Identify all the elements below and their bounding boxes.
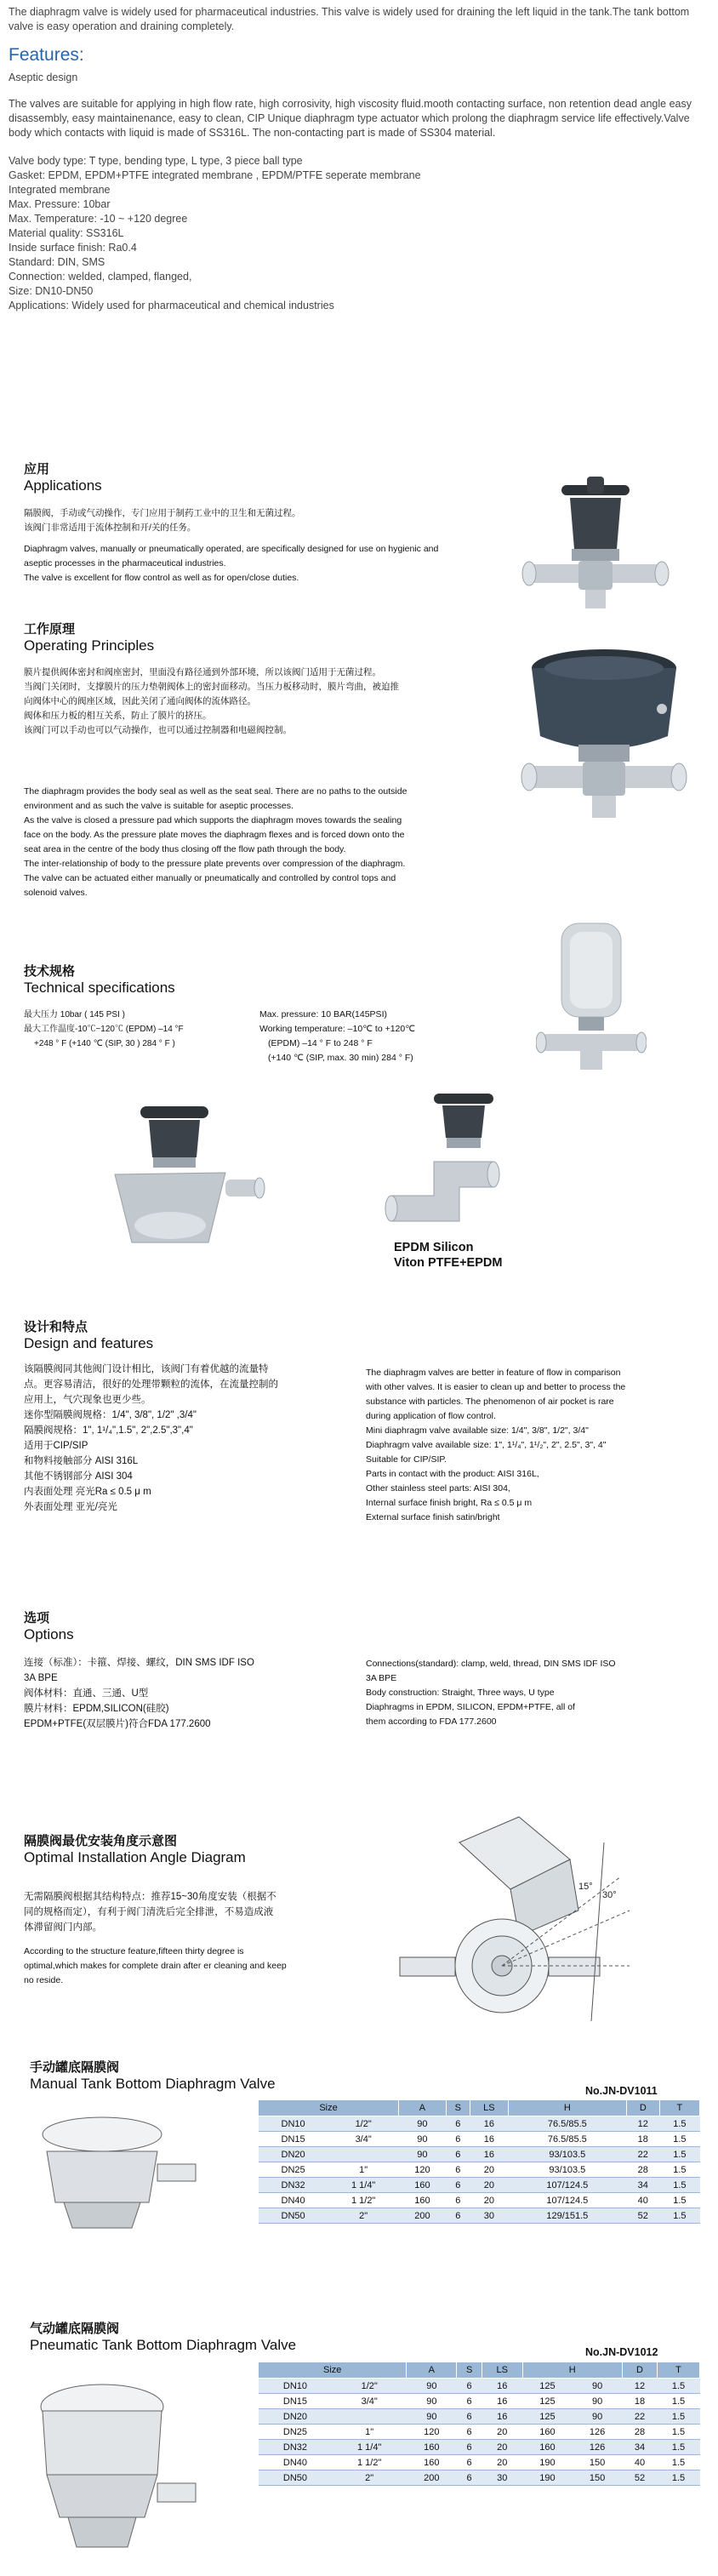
operating-cn-text: [24, 665, 483, 738]
text-line: 隔膜阀，手动或气动操作，专门应用于制药工业中的卫生和无菌过程。: [24, 508, 301, 518]
cell: 90: [573, 2394, 623, 2409]
text-line: +248 ° F (+140 ℃ (SIP, 30 ) 284 ° F ): [34, 1039, 175, 1048]
table-row: [259, 2409, 700, 2425]
text-line: substance with particles. The phenomenon of air pocket is rare: [366, 1397, 614, 1407]
text-line: As the valve is closed a pressure pad which supports the diaphragm moves towards the sealing: [24, 815, 402, 825]
text-line: 膜片提供阀体密封和阀座密封，里面没有路径通到外部环境，所以该阀门适用于无菌过程。: [24, 667, 381, 677]
cell: 90: [399, 2147, 447, 2162]
text-line: Connections(standard): clamp, weld, thread, DIN SMS IDF ISO: [366, 1659, 616, 1669]
cell: DN20: [259, 2147, 328, 2162]
text-line: 无需隔膜阀根据其结构特点：推荐15~30角度安装（根据不: [24, 1892, 276, 1902]
cell: 1": [328, 2162, 399, 2178]
text-line: Diaphragm valves, manually or pneumatically operated, are specifically designed for use on hygienic and aseptic processes in the pharmaceutical industries.: [24, 544, 439, 568]
cell: DN10: [259, 2116, 328, 2132]
cell: DN10: [259, 2379, 333, 2394]
section-title-en: Options: [24, 1626, 74, 1642]
cell: 6: [446, 2162, 470, 2178]
cell: 90: [407, 2409, 457, 2425]
spec-item: Material quality: SS316L: [9, 227, 124, 239]
cell: 1.5: [659, 2193, 699, 2208]
angle-label: 15°: [578, 1882, 593, 1892]
cell: DN15: [259, 2132, 328, 2147]
col-h: H: [522, 2362, 622, 2379]
material-caption: [394, 1240, 502, 1271]
cell: 30: [470, 2208, 508, 2224]
text-line: Parts in contact with the product: AISI 316L,: [366, 1469, 539, 1479]
aseptic-text: Aseptic design: [9, 71, 78, 83]
col-size: Size: [259, 2100, 399, 2116]
section-title-cn: 隔膜阀最优安装角度示意图: [24, 1834, 178, 1848]
caption-line: EPDM Silicon: [394, 1241, 474, 1254]
cell: 18: [626, 2132, 659, 2147]
text-line: optimal,which makes for complete drain after er cleaning and keep: [24, 1961, 287, 1971]
text-line: EPDM+PTFE(双层膜片)符合FDA 177.2600: [24, 1719, 211, 1729]
cell: 76.5/85.5: [508, 2116, 626, 2132]
text-line: Max. pressure: 10 BAR(145PSI): [259, 1009, 387, 1020]
text-line: 内表面处理 亮光Ra ≤ 0.5 μ m: [24, 1487, 151, 1497]
cell: 20: [470, 2162, 508, 2178]
table-row: [259, 2470, 700, 2486]
cell: 16: [470, 2116, 508, 2132]
manual-heading: [30, 2058, 276, 2093]
text-line: 阀体和压力板的相互关系，防止了膜片的挤压。: [24, 711, 212, 721]
manual-valve-image: [510, 472, 681, 617]
text-line: 阀体材料：直通、三通、U型: [24, 1688, 149, 1699]
col-s: S: [446, 2100, 470, 2116]
cell: 16: [470, 2147, 508, 2162]
cell: DN32: [259, 2178, 328, 2193]
options-heading: [24, 1608, 74, 1643]
technical-en: [259, 1008, 515, 1065]
cell: 1 1/4": [328, 2178, 399, 2193]
cell: 1.5: [658, 2440, 700, 2455]
design-en: [366, 1366, 706, 1525]
spec-item: Valve body type: T type, bending type, L type, 3 piece ball type: [9, 155, 303, 167]
cell: 34: [622, 2440, 657, 2455]
cell: 20: [482, 2440, 523, 2455]
table-header-row: [259, 2362, 700, 2379]
design-heading: [24, 1317, 153, 1352]
cell: DN15: [259, 2394, 333, 2409]
cell: 40: [622, 2455, 657, 2470]
cell: 12: [622, 2379, 657, 2394]
tank-valve-image: [106, 1098, 268, 1251]
cell: 16: [482, 2379, 523, 2394]
text-line: during application of flow control.: [366, 1411, 496, 1421]
cell: 12: [626, 2116, 659, 2132]
install-en: [24, 1945, 347, 1988]
cell: 20: [470, 2193, 508, 2208]
cell: 6: [457, 2425, 482, 2440]
text-line: Internal surface finish bright, Ra ≤ 0.5 μ m: [366, 1498, 533, 1508]
section-title-cn: 手动罐底隔膜阀: [30, 2060, 120, 2075]
install-angle-diagram: [374, 1808, 655, 2038]
text-line: seat area in the centre of the body thus closing off the flow path through the body.: [24, 844, 346, 854]
cell: 93/103.5: [508, 2147, 626, 2162]
table-row: [259, 2394, 700, 2409]
text-line: 当阀门关闭时，支撑膜片的压力垫朝阀体上的密封面移动。当压力板移动时，膜片弯曲，被迫推: [24, 682, 399, 692]
cell: 126: [573, 2440, 623, 2455]
cell: 160: [399, 2178, 447, 2193]
text-line: 膜片材料：EPDM,SILICON(硅胶): [24, 1704, 169, 1714]
col-d: D: [622, 2362, 657, 2379]
cell: 20: [482, 2455, 523, 2470]
cell: 28: [626, 2162, 659, 2178]
text-line: 应用上，气穴现象也更少些。: [24, 1395, 151, 1405]
cell: DN50: [259, 2208, 328, 2224]
cell: 90: [573, 2379, 623, 2394]
text-line: 该阀门可以手动也可以气动操作，也可以通过控制器和电磁阀控制。: [24, 725, 292, 735]
cell: 160: [407, 2455, 457, 2470]
text-line: no reside.: [24, 1975, 64, 1985]
text-line: 3A BPE: [366, 1673, 397, 1683]
cell: 22: [626, 2147, 659, 2162]
cell: DN32: [259, 2440, 333, 2455]
technical-heading: [24, 962, 175, 997]
section-title-cn: 工作原理: [24, 622, 76, 637]
cell: 16: [482, 2409, 523, 2425]
text-line: them according to FDA 177.2600: [366, 1716, 497, 1727]
text-line: 最大工作温度-10℃~120℃ (EPDM) –14 °F: [24, 1025, 184, 1034]
text-line: 隔膜阀规格：1", 1¹/₄",1.5", 2",2.5",3",4": [24, 1425, 193, 1436]
cell: 93/103.5: [508, 2162, 626, 2178]
cell: 90: [399, 2132, 447, 2147]
table-row: [259, 2193, 700, 2208]
cell: 20: [482, 2425, 523, 2440]
cell: 52: [626, 2208, 659, 2224]
cell: 1.5: [659, 2178, 699, 2193]
col-size: Size: [259, 2362, 407, 2379]
cell: 1": [332, 2425, 407, 2440]
cell: 6: [457, 2379, 482, 2394]
cell: 20: [470, 2178, 508, 2193]
cell: 150: [573, 2470, 623, 2486]
cell: 190: [522, 2470, 573, 2486]
text-line: (EPDM) –14 ° F to 248 ° F: [268, 1038, 373, 1048]
section-title-en: Applications: [24, 477, 102, 494]
cell: 28: [622, 2425, 657, 2440]
text-line: 最大压力 10bar ( 145 PSI ): [24, 1010, 125, 1020]
text-line: 外表面处理 亚光/亮光: [24, 1502, 117, 1512]
table-row: [259, 2440, 700, 2455]
table-row: [259, 2162, 700, 2178]
cell: [332, 2409, 407, 2425]
angle-label: 30°: [602, 1890, 617, 1900]
spec-item: Integrated membrane: [9, 184, 111, 196]
section-title-en: Manual Tank Bottom Diaphragm Valve: [30, 2076, 276, 2092]
cell: 1.5: [659, 2162, 699, 2178]
text-line: 迷你型隔膜阀规格：1/4", 3/8", 1/2" ,3/4": [24, 1410, 197, 1420]
features-paragraph: The valves are suitable for applying in high flow rate, high corrosivity, high viscosity fluid.mooth contacting surface, non retention dead angle easy disassembly, easy maintainenance, easy to clean, CIP Unique diaphragm type actuator which prolong the diaphragm service life effectively.Valve body which contacts with liquid is made of SS316L. The non-contacting part is made of SS304 material.: [9, 98, 692, 139]
table-row: [259, 2178, 700, 2193]
cell: 1.5: [658, 2379, 700, 2394]
cell: 1.5: [659, 2132, 699, 2147]
cell: 6: [446, 2132, 470, 2147]
section-title-cn: 技术规格: [24, 964, 76, 979]
spec-item: Gasket: EPDM, EPDM+PTFE integrated membrane , EPDM/PTFE seperate membrane: [9, 169, 421, 181]
cell: 120: [399, 2162, 447, 2178]
section-title-cn: 气动罐底隔膜阀: [30, 2322, 120, 2336]
text-line: 适用于CIP/SIP: [24, 1441, 88, 1451]
pneumatic-spec-table: [258, 2362, 700, 2486]
options-cn: [24, 1655, 364, 1732]
cell: 30: [482, 2470, 523, 2486]
text-line: with other valves. It is easier to clean up and better to process the: [366, 1382, 626, 1392]
cell: DN25: [259, 2162, 328, 2178]
install-cn: [24, 1889, 347, 1935]
cell: 16: [482, 2394, 523, 2409]
pneumatic-model-number: No.JN-DV1012: [585, 2346, 658, 2358]
section-title-cn: 应用: [24, 462, 50, 477]
cell: 126: [573, 2425, 623, 2440]
cell: DN40: [259, 2193, 328, 2208]
text-line: The inter-relationship of body to the pressure plate prevents over compression of the diaphragm.: [24, 859, 406, 869]
cell: [328, 2147, 399, 2162]
cell: 190: [522, 2455, 573, 2470]
cell: 1.5: [658, 2409, 700, 2425]
table-header-row: [259, 2100, 700, 2116]
cell: 1/2": [332, 2379, 407, 2394]
table-row: [259, 2116, 700, 2132]
cell: 16: [470, 2132, 508, 2147]
features-title: Features:: [9, 45, 84, 65]
design-cn: [24, 1362, 364, 1515]
cell: 125: [522, 2379, 573, 2394]
text-line: 该隔膜阀同其他阀门设计相比，该阀门有着优越的流量特: [24, 1364, 269, 1374]
cell: 90: [407, 2394, 457, 2409]
spec-list: [9, 154, 708, 313]
text-line: Suitable for CIP/SIP.: [366, 1454, 447, 1465]
section-title-en: Operating Principles: [24, 637, 155, 654]
cell: 150: [573, 2455, 623, 2470]
text-line: 点。更容易清洁，很好的处理带颗粒的流体，在流量控制的: [24, 1379, 278, 1390]
cell: 6: [446, 2208, 470, 2224]
cell: 125: [522, 2394, 573, 2409]
text-line: 同的规格而定），有利于阀门清洗后完全排泄，不易造成液: [24, 1907, 274, 1917]
section-title-cn: 选项: [24, 1611, 50, 1625]
applications-text: [24, 506, 466, 585]
intro-section: [9, 5, 708, 313]
text-line: 和物料接触部分 AISI 316L: [24, 1456, 139, 1466]
manual-tank-valve-drawing: [30, 2100, 225, 2236]
text-line: Diaphragm valve available size: 1", 1¹/₄", 1¹/₂", 2", 2.5", 3", 4": [366, 1440, 607, 1450]
text-line: solenoid valves.: [24, 888, 88, 898]
pneumatic-tank-valve-drawing: [30, 2364, 225, 2560]
col-ls: LS: [470, 2100, 508, 2116]
cell: 6: [446, 2116, 470, 2132]
cell: 1.5: [658, 2470, 700, 2486]
table-row: [259, 2379, 700, 2394]
spec-item: Connection: welded, clamped, flanged,: [9, 271, 192, 283]
table-row: [259, 2208, 700, 2224]
cell: 6: [446, 2178, 470, 2193]
text-line: Working temperature: –10℃ to +120℃: [259, 1024, 416, 1034]
cell: 107/124.5: [508, 2178, 626, 2193]
spec-item: Applications: Widely used for pharmaceutical and chemical industries: [9, 300, 334, 311]
spec-item: Standard: DIN, SMS: [9, 256, 105, 268]
cell: 6: [446, 2147, 470, 2162]
elbow-valve-image: [374, 1085, 544, 1230]
cell: 3/4": [328, 2132, 399, 2147]
cell: 1.5: [658, 2425, 700, 2440]
technical-cn: [24, 1008, 245, 1051]
col-ls: LS: [482, 2362, 523, 2379]
cell: DN50: [259, 2470, 333, 2486]
table-row: [259, 2425, 700, 2440]
col-s: S: [457, 2362, 482, 2379]
cell: 160: [399, 2193, 447, 2208]
col-a: A: [399, 2100, 447, 2116]
cell: 6: [457, 2440, 482, 2455]
spec-item: Max. Pressure: 10bar: [9, 198, 111, 210]
text-line: (+140 ℃ (SIP, max. 30 min) 284 ° F): [268, 1053, 413, 1063]
text-line: The diaphragm valves are better in feature of flow in comparison: [366, 1368, 621, 1378]
text-line: Diaphragms in EPDM, SILICON, EPDM+PTFE, all of: [366, 1702, 575, 1712]
cell: 2": [328, 2208, 399, 2224]
operating-heading: [24, 620, 154, 654]
pneumatic-valve-image: [510, 634, 698, 830]
pneumatic-heading: [30, 2319, 296, 2354]
intro-text: The diaphragm valve is widely used for pharmaceutical industries. This valve is widely used for draining the left liquid in the tank.The tank bottom valve is easy operation and draining completely.: [9, 6, 690, 32]
col-d: D: [626, 2100, 659, 2116]
cell: 90: [407, 2379, 457, 2394]
cell: 1.5: [659, 2116, 699, 2132]
section-title-en: Pneumatic Tank Bottom Diaphragm Valve: [30, 2337, 297, 2353]
text-line: face on the body. As the pressure plate moves the diaphragm flexes and is forced down onto the: [24, 830, 405, 840]
text-line: environment and as such the valve is suitable for aseptic processes.: [24, 801, 293, 811]
cell: 90: [399, 2116, 447, 2132]
caption-line: Viton PTFE+EPDM: [394, 1256, 503, 1270]
text-line: 向阀体中心的阀座区域，因此关闭了通向阀体的流体路径。: [24, 696, 256, 706]
text-line: The diaphragm provides the body seal as well as the seat seal. There are no paths to the outside: [24, 786, 407, 797]
cell: 1 1/2": [332, 2455, 407, 2470]
applications-heading: [24, 460, 102, 494]
text-line: Body construction: Straight, Three ways, U type: [366, 1688, 555, 1698]
text-line: The valve is excellent for flow control as well as for open/close duties.: [24, 573, 299, 583]
cell: 1/2": [328, 2116, 399, 2132]
table-row: [259, 2132, 700, 2147]
text-line: External surface finish satin/bright: [366, 1512, 500, 1522]
text-line: Other stainless steel parts: AISI 304,: [366, 1483, 510, 1494]
cell: 52: [622, 2470, 657, 2486]
spec-item: Inside surface finish: Ra0.4: [9, 242, 137, 254]
cell: 22: [622, 2409, 657, 2425]
cell: 6: [457, 2409, 482, 2425]
actuated-valve-image: [536, 915, 647, 1077]
text-line: 3A BPE: [24, 1673, 58, 1683]
table-row: [259, 2147, 700, 2162]
text-line: 其他不锈钢部分 AISI 304: [24, 1471, 133, 1482]
cell: 107/124.5: [508, 2193, 626, 2208]
cell: 160: [407, 2440, 457, 2455]
text-line: 体滞留阀门内部。: [24, 1922, 102, 1933]
col-t: T: [658, 2362, 700, 2379]
col-a: A: [407, 2362, 457, 2379]
section-title-en: Technical specifications: [24, 980, 175, 996]
cell: 200: [407, 2470, 457, 2486]
cell: 1.5: [658, 2455, 700, 2470]
cell: DN20: [259, 2409, 333, 2425]
text-line: 连接（标准）：卡箍、焊接、螺纹，DIN SMS IDF ISO: [24, 1658, 254, 1668]
options-en: [366, 1657, 706, 1729]
text-line: The valve can be actuated either manually or pneumatically and controlled by control tops and: [24, 873, 396, 883]
cell: 3/4": [332, 2394, 407, 2409]
cell: 120: [407, 2425, 457, 2440]
cell: 129/151.5: [508, 2208, 626, 2224]
text-line: According to the structure feature,fifteen thirty degree is: [24, 1946, 244, 1956]
cell: 125: [522, 2409, 573, 2425]
section-title-en: Optimal Installation Angle Diagram: [24, 1849, 246, 1865]
manual-model-number: No.JN-DV1011: [585, 2085, 658, 2097]
text-line: 该阀门非常适用于流体控制和开/关的任务。: [24, 523, 197, 533]
cell: 2": [332, 2470, 407, 2486]
cell: 18: [622, 2394, 657, 2409]
spec-item: Max. Temperature: -10 ~ +120 degree: [9, 213, 188, 225]
cell: 1 1/2": [328, 2193, 399, 2208]
cell: 6: [457, 2455, 482, 2470]
install-heading: [24, 1831, 246, 1866]
cell: DN25: [259, 2425, 333, 2440]
col-t: T: [659, 2100, 699, 2116]
cell: 40: [626, 2193, 659, 2208]
cell: 1.5: [659, 2208, 699, 2224]
cell: 1.5: [659, 2147, 699, 2162]
section-title-cn: 设计和特点: [24, 1320, 88, 1334]
table-row: [259, 2455, 700, 2470]
spec-item: Size: DN10-DN50: [9, 285, 94, 297]
cell: 34: [626, 2178, 659, 2193]
cell: 6: [457, 2394, 482, 2409]
cell: 76.5/85.5: [508, 2132, 626, 2147]
cell: 200: [399, 2208, 447, 2224]
section-title-en: Design and features: [24, 1335, 154, 1351]
cell: 160: [522, 2440, 573, 2455]
cell: 6: [457, 2470, 482, 2486]
cell: DN40: [259, 2455, 333, 2470]
operating-en-text: [24, 785, 483, 900]
cell: 160: [522, 2425, 573, 2440]
manual-spec-table: [258, 2099, 700, 2224]
cell: 1.5: [658, 2394, 700, 2409]
cell: 6: [446, 2193, 470, 2208]
text-line: Mini diaphragm valve available size: 1/4", 3/8", 1/2", 3/4": [366, 1425, 589, 1436]
cell: 1 1/4": [332, 2440, 407, 2455]
col-h: H: [508, 2100, 626, 2116]
cell: 90: [573, 2409, 623, 2425]
